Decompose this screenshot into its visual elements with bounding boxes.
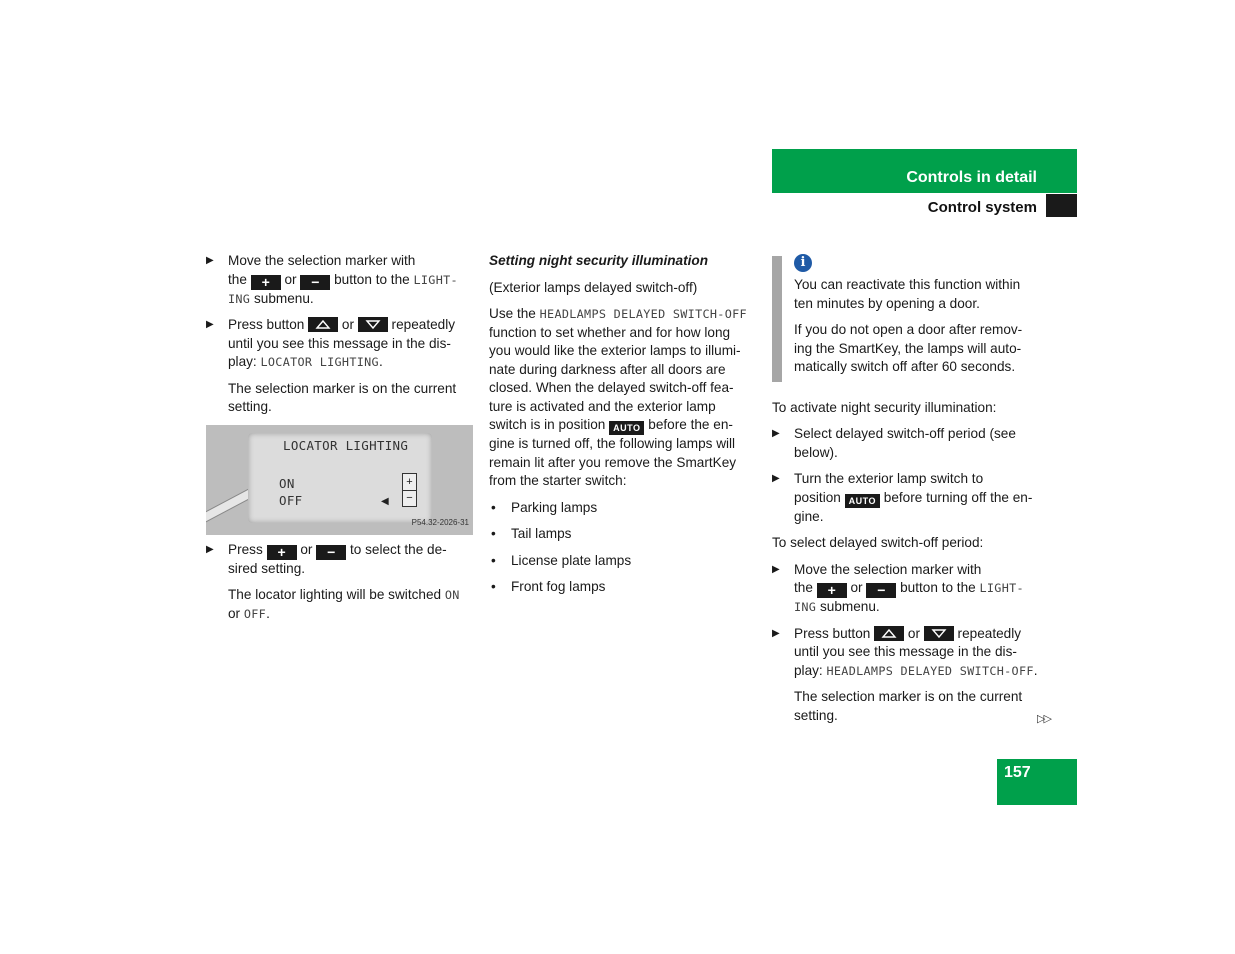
bullet-arrow-icon: ▶ (206, 543, 214, 555)
minus-key-icon: − (866, 583, 896, 598)
body-paragraph: To select delayed switch-off period: (772, 535, 984, 550)
minus-key-icon: − (300, 275, 330, 290)
subsection-subtitle: (Exterior lamps delayed switch-off) (489, 279, 698, 295)
image-code: P54.32-2026-31 (411, 518, 469, 527)
bullet-arrow-icon: ▶ (772, 563, 780, 575)
section-subtitle: Control system (927, 199, 1037, 216)
column-middle (489, 252, 757, 605)
instruction-step: ▶ Move the selection marker with the + or − button to the LIGHT- ING submenu. (772, 561, 1024, 614)
down-key-icon (924, 626, 954, 641)
instruction-step: ▶ Turn the exterior lamp switch to position AUTO before turning off the en- gine. (772, 471, 1033, 524)
note-text: The locator lighting will be switched ON or OFF. (228, 587, 460, 621)
plus-key-icon: + (267, 545, 297, 560)
bullet-arrow-icon: ▶ (772, 428, 780, 439)
info-icon: i (794, 254, 812, 272)
bullet-arrow-icon: ▶ (206, 319, 214, 330)
display-option-on: ON (279, 475, 295, 491)
selection-marker-icon: ◀ (381, 495, 389, 507)
auto-switch-icon: AUTO (845, 494, 880, 508)
section-title: Controls in detail (906, 169, 1037, 186)
bullet-arrow-icon: ▶ (772, 627, 780, 639)
body-paragraph: To activate night security illumination: (772, 399, 997, 415)
instruction-step: ▶ Press button or repeatedly until you see this message in the dis- play: LOCATOR LIGHTING. (206, 317, 456, 369)
bullet-arrow-icon: ▶ (206, 255, 214, 266)
column-left (206, 252, 474, 631)
body-paragraph: Use the HEADLAMPS DELAYED SWITCH-OFF function to set whether and for how long you would like the exterior lamps to illumi- nate during darkness after all doors are closed. When the delayed switch-off fea- ture is activated and the exterior lamp switch is in position AUTO before the en- gine is turned off, the following lamps will remain lit after you remove the SmartKey from the starter switch: (489, 306, 747, 488)
note-text: The selection marker is on the current setting. (794, 689, 1023, 723)
continue-arrows-icon: ▷▷ (1037, 713, 1050, 725)
header-marker-block (1046, 194, 1077, 217)
display-title: LOCATOR LIGHTING (283, 437, 409, 453)
instruction-step: ▶ Move the selection marker with the + or − button to the LIGHT- ING submenu. (206, 253, 458, 306)
display-option-off: OFF (279, 492, 303, 508)
list-item: • Front fog lamps (491, 579, 606, 594)
info-box: i You can reactivate this function within ten minutes by opening a door. If you do not open a door after remov- ing the SmartKey, the lamps will auto- matically switch off after 60 seconds. (772, 252, 1062, 377)
plus-key-icon: + (251, 275, 281, 290)
plus-key-icon: + (817, 583, 847, 598)
lamp-list (489, 499, 757, 597)
bullet-arrow-icon: ▶ (772, 473, 780, 484)
subsection-heading: Setting night security illumination (489, 253, 709, 268)
up-key-icon (308, 317, 338, 332)
instruction-step: ▶ Select delayed switch-off period (see below). (772, 426, 1016, 460)
list-item: • Parking lamps (491, 499, 598, 515)
display-plus-minus-indicator: + − (402, 473, 417, 507)
down-key-icon (358, 317, 388, 332)
auto-switch-icon: AUTO (609, 421, 644, 435)
column-right (772, 252, 1062, 733)
display-screenshot (206, 425, 473, 535)
up-key-icon (874, 626, 904, 641)
instruction-step: ▶ Press + or − to select the de- sired setting. (206, 541, 447, 576)
note-text: The selection marker is on the current setting. (228, 380, 457, 414)
info-bar (772, 256, 782, 382)
list-item: • License plate lamps (491, 552, 632, 568)
minus-key-icon: − (316, 545, 346, 560)
instruction-step: ▶ Press button or repeatedly until you see this message in the dis- play: HEADLAMPS DELAYED SWITCH-OFF. (772, 625, 1038, 678)
list-item: • Tail lamps (491, 526, 572, 541)
page-number: 157 (1004, 764, 1031, 781)
